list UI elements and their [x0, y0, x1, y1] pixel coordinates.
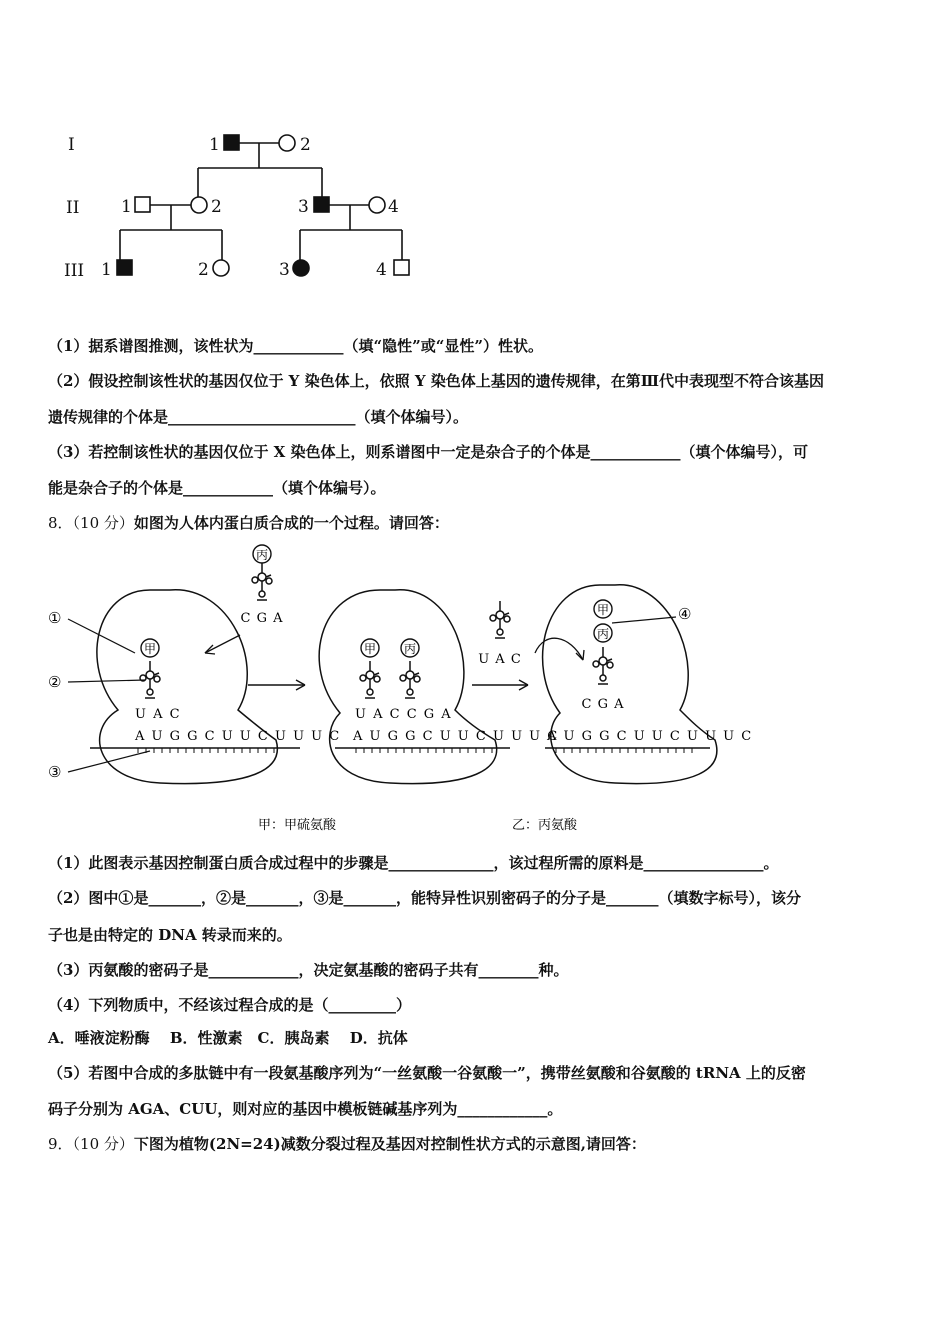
mrna-seq-1: A U G G C U U C U U U C: [135, 729, 341, 744]
anticodon-cga-3: C G A: [581, 697, 625, 712]
q8-part1: （1）此图表示基因控制蛋白质合成过程中的步骤是______________，该过程所需的原料是________________。: [48, 854, 779, 872]
label-bing-3: 丙: [596, 627, 610, 641]
q7-part2-line1: （2）假设控制该性状的基因仅位于 Y 染色体上，依照 Y 染色体上基因的遗传规律，在第Ⅲ代中表现型不符合该基因: [48, 372, 825, 390]
gen3-1-num: 1: [101, 260, 112, 280]
gen3-2-num: 2: [198, 260, 209, 280]
gen2-female2-num: 2: [211, 197, 222, 217]
q9-header: [48, 1134, 646, 1154]
translation-diagram: [0, 535, 950, 840]
legend-yi: 乙：丙氨酸: [512, 818, 578, 833]
gen2-female-2: [191, 197, 207, 213]
q8-part4: （4）下列物质中，不经该过程合成的是（_________）: [48, 996, 411, 1014]
gen2-male3-num: 3: [298, 197, 309, 217]
label-jia-2: 甲: [363, 642, 377, 656]
legend-jia: 甲：甲硫氨酸: [258, 818, 337, 833]
ribosome-2: [319, 590, 559, 784]
ribosome-3: [535, 585, 753, 784]
anticodon-uac-1: U A C: [135, 707, 182, 722]
gen3-4-num: 4: [376, 260, 387, 280]
gen2-female4-num: 4: [388, 197, 399, 217]
gen3-female-2: [213, 260, 229, 276]
q8-title: 如图为人体内蛋白质合成的一个过程。请回答：: [133, 514, 449, 532]
gen2-male1-num: 1: [121, 197, 132, 217]
q8-part5-line2: 码子分别为 AGA、CUU，则对应的基因中模板链碱基序列为____________。: [48, 1100, 563, 1118]
gen1-male-affected: [224, 135, 239, 150]
anticodon-uaccga-2: U A C C G A: [355, 707, 453, 722]
gen-label-1: I: [68, 135, 75, 155]
q8-part2-line1: （2）图中①是_______，②是_______，③是_______，能特异性识别密码子的分子是_______（填数字标号），该分: [48, 889, 801, 907]
marker-2: ②: [48, 673, 62, 691]
gen1-male-num: 1: [209, 135, 220, 155]
anticodon-uac-free: U A C: [478, 652, 522, 667]
q8-part3: （3）丙氨酸的密码子是____________，决定氨基酸的密码子共有________种。: [48, 961, 569, 979]
q7-part1: （1）据系谱图推测，该性状为____________（填“隐性”或“显性”）性状。: [48, 337, 543, 355]
q9-number: 9．（10 分）: [48, 1135, 134, 1153]
q8-header: [48, 513, 449, 533]
label-jia-1: 甲: [143, 642, 157, 656]
q8-part2-line2: 子也是由特定的 DNA 转录而来的。: [48, 926, 292, 944]
gen3-3-num: 3: [279, 260, 290, 280]
mrna-seq-2: A U G G C U U C U U U C: [353, 729, 559, 744]
q8-number: 8．（10 分）: [48, 514, 134, 532]
q7-part3-line2: 能是杂合子的个体是____________（填个体编号）。: [48, 479, 386, 497]
anticodon-cga-top: C G A: [240, 611, 284, 626]
label-bing-top: 丙: [255, 548, 269, 562]
label-jia-3: 甲: [596, 603, 610, 617]
marker-4: ④: [678, 605, 692, 623]
gen-label-3: III: [64, 261, 85, 281]
pedigree-chart: [0, 0, 950, 300]
gen3-female-3-affected: [293, 260, 309, 276]
q7-part3-line1: （3）若控制该性状的基因仅位于 X 染色体上，则系谱图中一定是杂合子的个体是____________（填个体编号），可: [48, 443, 809, 461]
q8-options: A．唾液淀粉酶 B．性激素 C．胰岛素 D．抗体: [48, 1029, 408, 1047]
gen2-male-3-affected: [314, 197, 329, 212]
marker-1: ①: [48, 609, 62, 627]
gen1-female: [279, 135, 295, 151]
label-bing-2: 丙: [403, 642, 417, 656]
departing-trna: [478, 601, 522, 667]
q8-part5-line1: （5）若图中合成的多肽链中有一段氨基酸序列为“一丝氨酸一谷氨酸一”，携带丝氨酸和谷氨酸的 tRNA 上的反密: [48, 1064, 806, 1082]
gen1-female-num: 2: [300, 135, 311, 155]
gen2-female-4: [369, 197, 385, 213]
q7-part2-line2: 遗传规律的个体是_________________________（填个体编号）。: [48, 408, 469, 426]
mrna-seq-3: A U G G C U U C U U U C: [547, 729, 753, 744]
gen-label-2: II: [66, 198, 80, 218]
gen2-male-1: [135, 197, 150, 212]
q9-title: 下图为植物(2N=24)减数分裂过程及基因对控制性状方式的示意图,请回答：: [133, 1135, 646, 1153]
free-trna-bing: [241, 545, 284, 626]
gen3-male-1-affected: [117, 260, 132, 275]
marker-3: ③: [48, 763, 62, 781]
gen3-male-4: [394, 260, 409, 275]
